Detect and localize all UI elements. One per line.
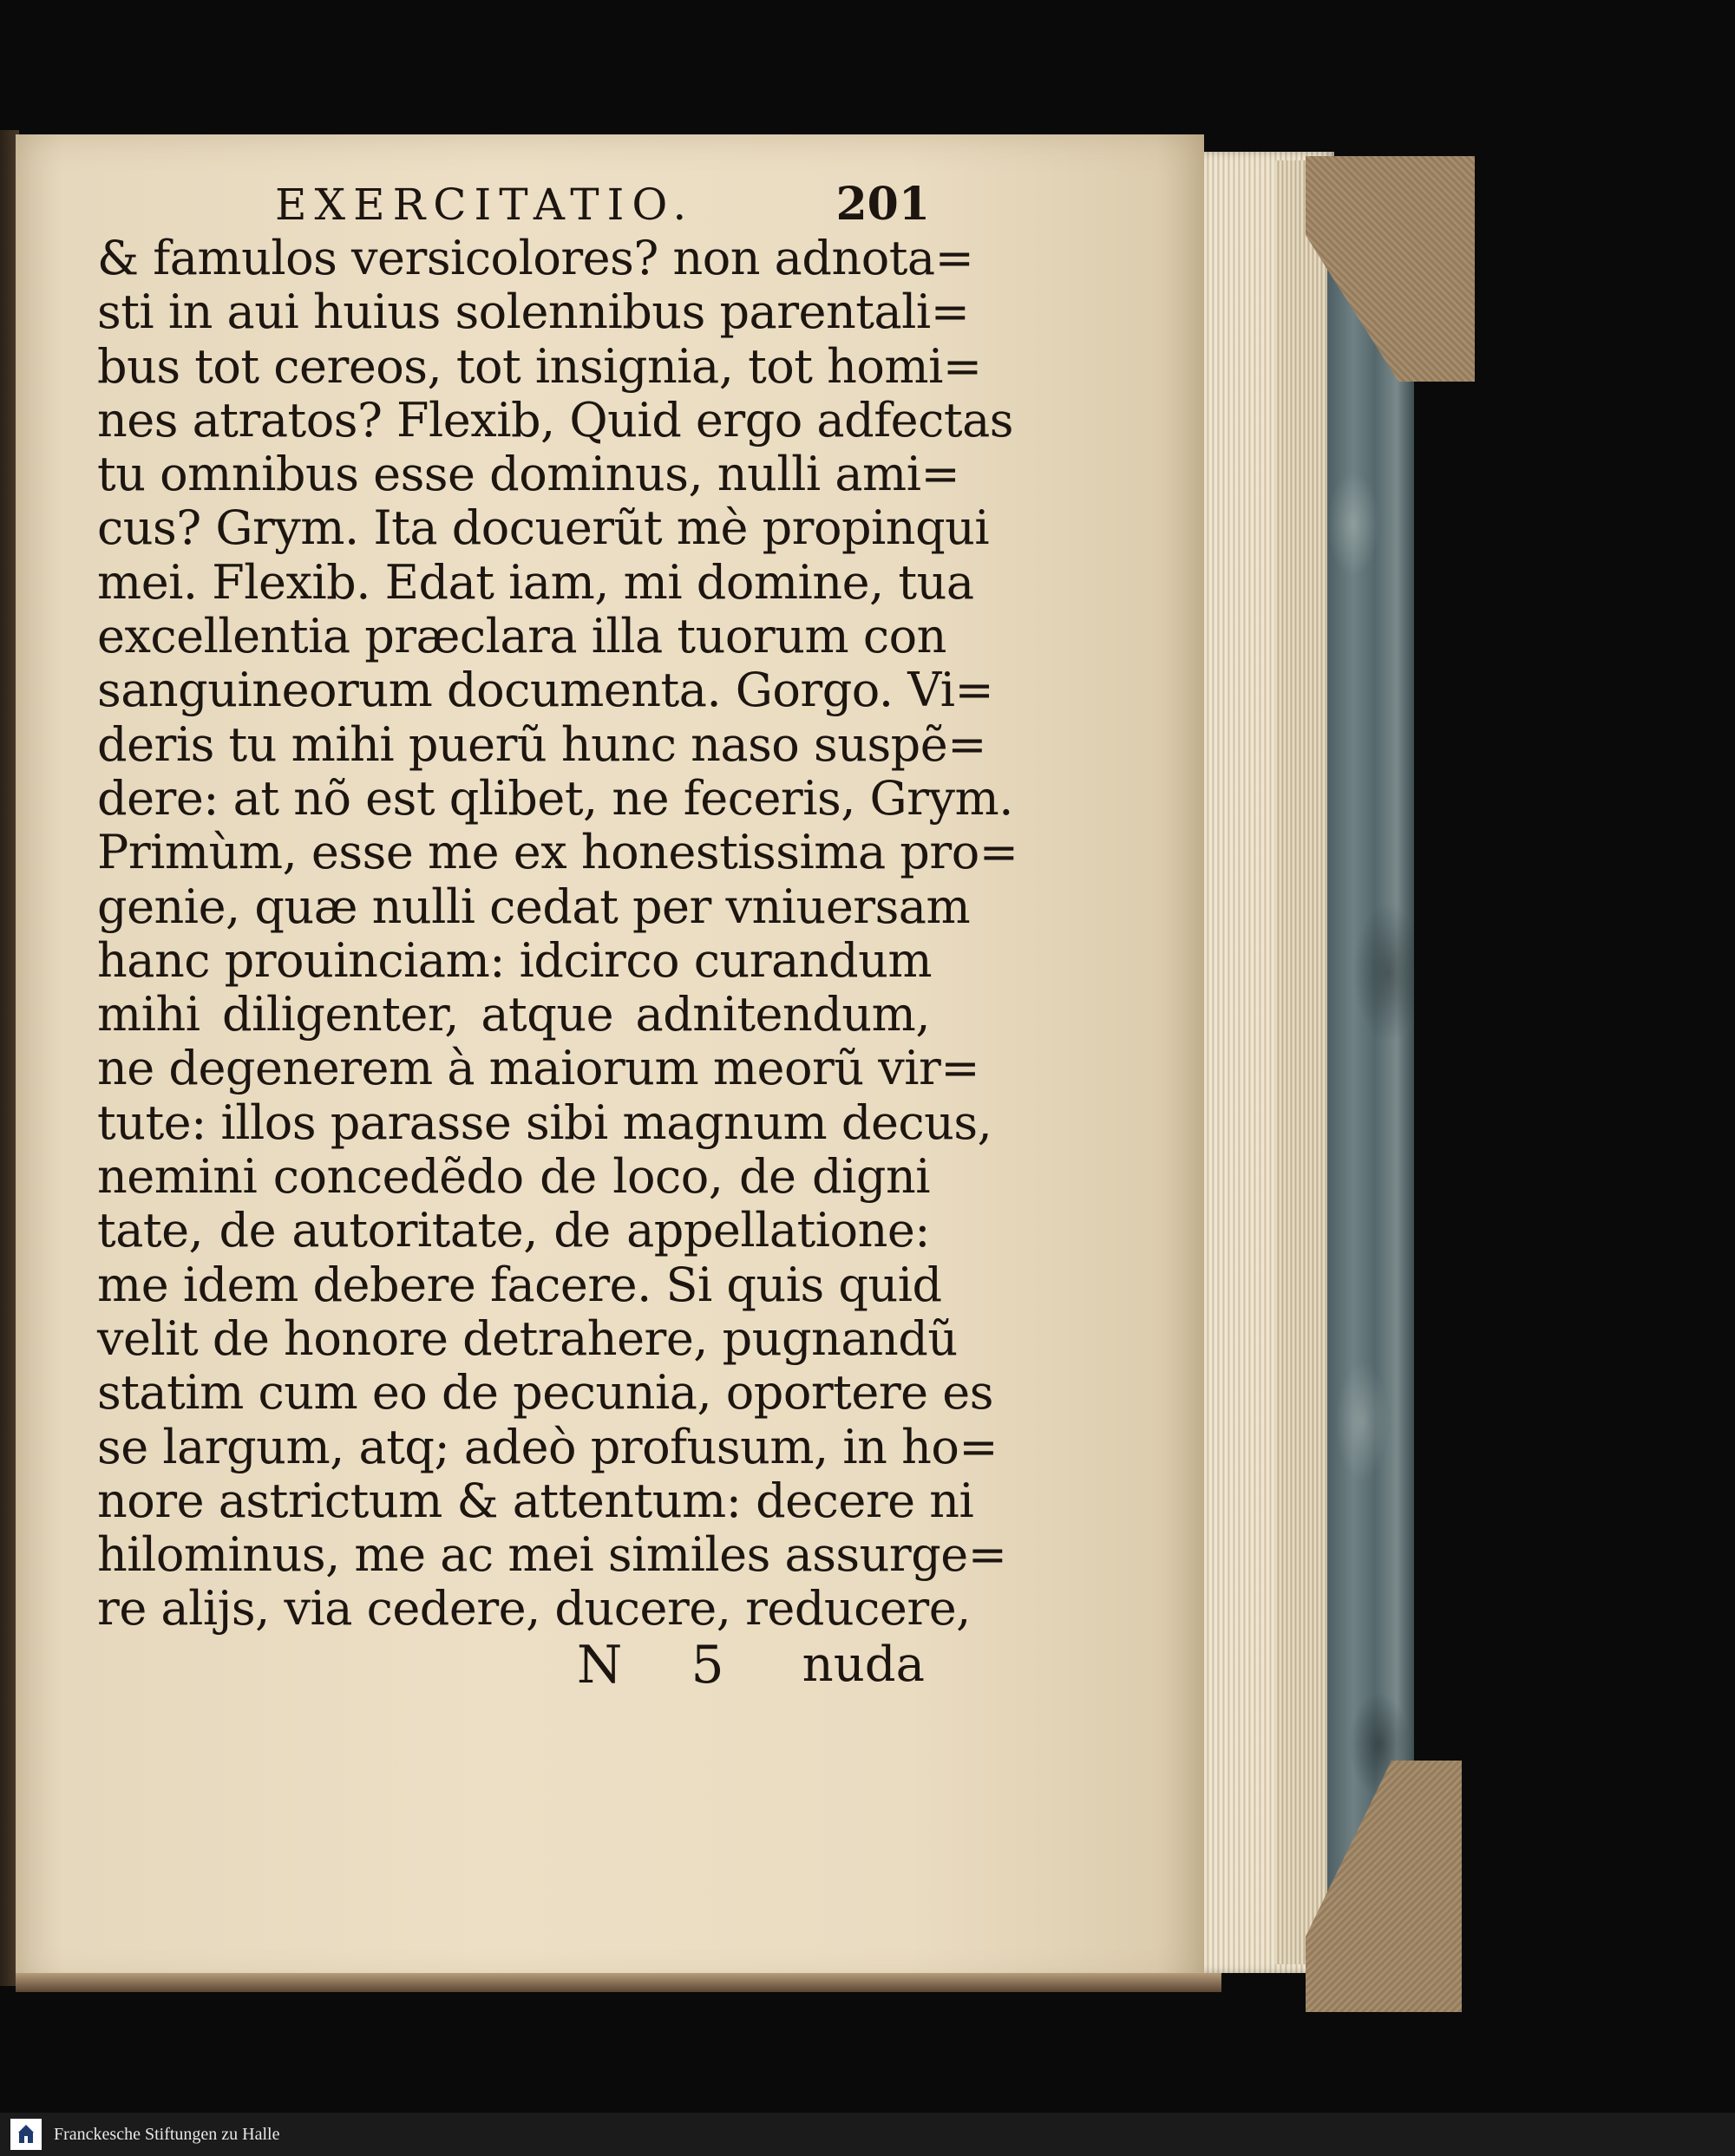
text-line: velit de honore detrahere, pugnandũ: [97, 1310, 958, 1366]
text-line: mihi diligenter, atque adnitendum,: [97, 987, 930, 1042]
text-line: deris tu mihi puerũ hunc naso suspẽ=: [97, 716, 986, 772]
text-line: sti in aui huius solennibus parentali=: [97, 284, 970, 340]
text-line: genie, quæ nulli cedat per vniuersam: [97, 879, 971, 934]
running-head: [97, 178, 930, 232]
catchline: [97, 1634, 930, 1695]
text-line: mei. Flexib. Edat iam, mi domine, tua: [97, 554, 974, 610]
text-line: tu omnibus esse dominus, nulli ami=: [97, 447, 960, 502]
text-line: ne degenerem à maiorum meorũ vir=: [97, 1041, 980, 1096]
text-line: tute: illos parasse sibi magnum decus,: [97, 1094, 992, 1150]
text-line: nemini concedẽdo de loco, de digni: [97, 1149, 930, 1205]
text-line: re alijs, via cedere, ducere, reducere,: [97, 1581, 971, 1637]
text-line: hilominus, me ac mei similes assurge=: [97, 1527, 1007, 1583]
text-line: tate, de autoritate, de appellatione:: [97, 1203, 930, 1258]
building-icon: [17, 2124, 35, 2145]
text-line: dere: at nõ est qlibet, ne feceris, Grym.: [97, 770, 1013, 826]
text-line: me idem debere facere. Si quis quid: [97, 1257, 942, 1312]
signature-mark: N 5: [576, 1634, 750, 1695]
text-line: se largum, atq; adeò profusum, in ho=: [97, 1419, 998, 1474]
institution-logo[interactable]: [10, 2119, 42, 2150]
text-line: statim cum eo de pecunia, oportere es: [97, 1365, 993, 1421]
text-line: excellentia præclara illa tuorum con: [97, 609, 946, 664]
text-line: nore astrictum & attentum: decere ni: [97, 1473, 974, 1528]
text-line: cus? Grym. Ita docuerũt mè propinqui: [97, 500, 990, 556]
text-line: sanguineorum documenta. Gorgo. Vi=: [97, 663, 994, 718]
text-line: & famulos versicolores? non adnota=: [97, 231, 974, 285]
page-number: 201: [835, 178, 930, 231]
text-block: [97, 178, 1018, 1695]
footer-bar: [0, 2113, 1735, 2156]
page-bottom-edge: [16, 1973, 1221, 1992]
text-line: hanc prouinciam: idcirco curandum: [97, 932, 933, 988]
running-head-title: EXERCITATIO.: [275, 180, 695, 230]
text-line: bus tot cereos, tot insignia, tot homi=: [97, 338, 982, 394]
text-line: Primùm, esse me ex honestissima pro=: [97, 825, 1018, 880]
marbled-cover-pattern: [1327, 165, 1414, 1960]
catchword: nuda: [802, 1636, 925, 1693]
text-line: nes atratos? Flexib, Quid ergo adfectas: [97, 392, 1013, 448]
body-text: [97, 231, 1018, 1637]
institution-name[interactable]: Franckesche Stiftungen zu Halle: [54, 2124, 280, 2144]
